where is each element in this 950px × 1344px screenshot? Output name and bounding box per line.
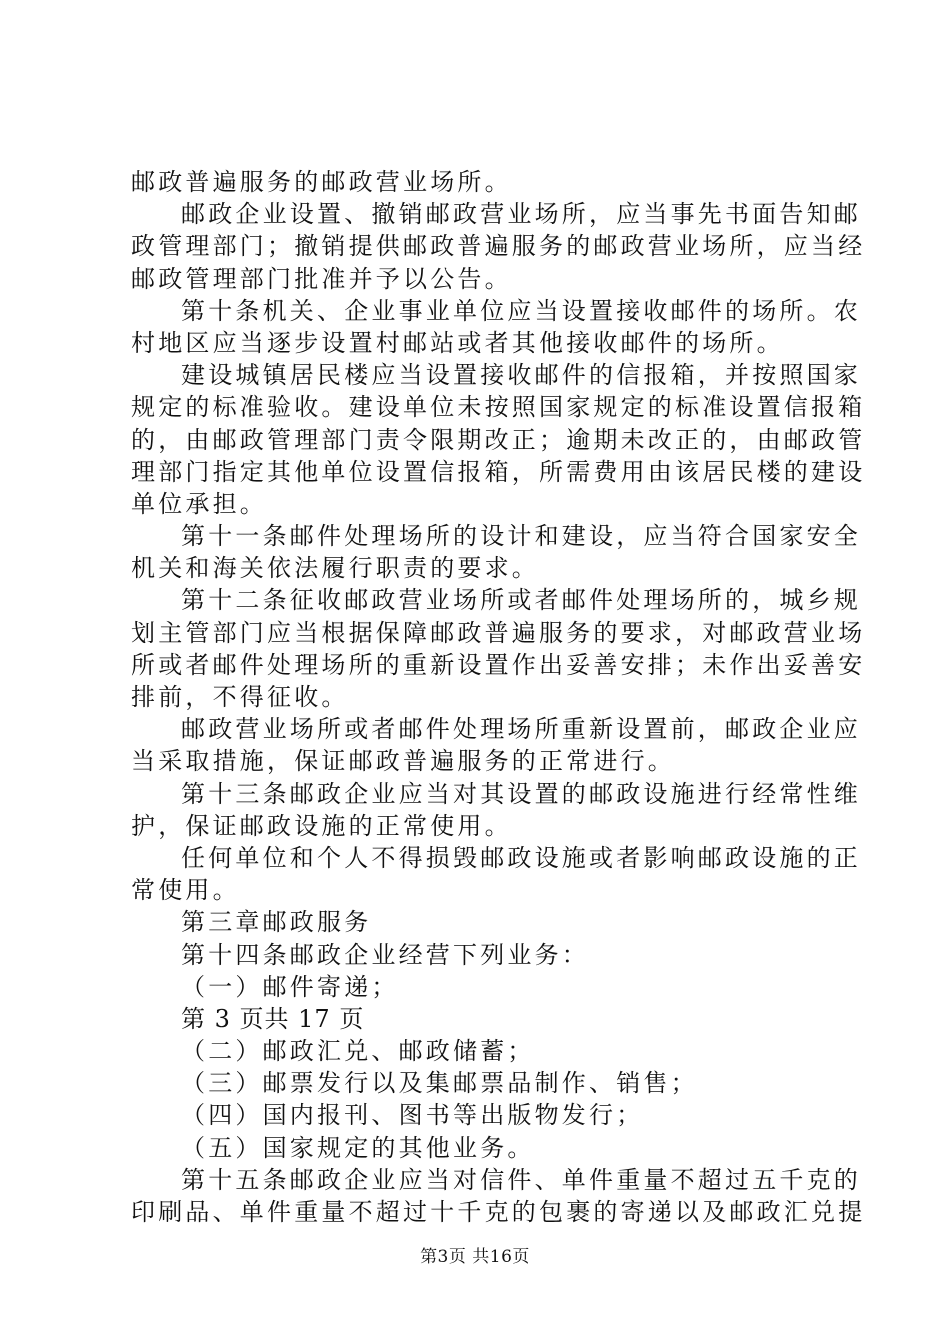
list-item: （四）国内报刊、图书等出版物发行； bbox=[181, 1101, 644, 1130]
text-line: 邮政普遍服务的邮政营业场所。 bbox=[131, 168, 512, 196]
page-footer: 第3页 共16页 bbox=[420, 1247, 530, 1267]
text-line: 第十一条邮件处理场所的设计和建设，应当符合国家安全 bbox=[181, 522, 861, 551]
text-line: 建设城镇居民楼应当设置接收邮件的信报箱，并按照国家 bbox=[181, 361, 861, 390]
text-line: 理部门指定其他单位设置信报箱，所需费用由该居民楼的建设 bbox=[131, 457, 866, 486]
text-line: 护，保证邮政设施的正常使用。 bbox=[131, 811, 512, 840]
text-line: 的，由邮政管理部门责令限期改正；逾期未改正的，由邮政管 bbox=[131, 425, 866, 454]
text-line: 第十条机关、企业事业单位应当设置接收邮件的场所。农 bbox=[181, 296, 861, 325]
text-line: 所或者邮件处理场所的重新设置作出妥善安排；未作出妥善安 bbox=[131, 650, 866, 679]
text-line: 第十三条邮政企业应当对其设置的邮政设施进行经常性维 bbox=[181, 779, 861, 808]
chapter-heading: 第三章邮政服务 bbox=[181, 908, 372, 937]
list-item: （五）国家规定的其他业务。 bbox=[181, 1133, 535, 1162]
text-line: 任何单位和个人不得损毁邮政设施或者影响邮政设施的正 bbox=[181, 843, 861, 872]
text-line: 邮政管理部门批准并予以公告。 bbox=[131, 264, 512, 293]
text-line: 第十五条邮政企业应当对信件、单件重量不超过五千克的 bbox=[181, 1165, 861, 1194]
inline-page-number: 第 3 页共 17 页 bbox=[181, 1004, 365, 1033]
text-line: 邮政企业设置、撤销邮政营业场所，应当事先书面告知邮 bbox=[181, 200, 861, 229]
text-line: 单位承担。 bbox=[131, 489, 267, 518]
text-line: 第十二条征收邮政营业场所或者邮件处理场所的，城乡规 bbox=[181, 586, 861, 615]
text-line: 排前，不得征收。 bbox=[131, 683, 349, 711]
list-item: （二）邮政汇兑、邮政储蓄； bbox=[181, 1037, 535, 1066]
text-line: 划主管部门应当根据保障邮政普遍服务的要求，对邮政营业场 bbox=[131, 618, 866, 647]
text-line: 第十四条邮政企业经营下列业务： bbox=[181, 940, 589, 969]
text-line: 规定的标准验收。建设单位未按照国家规定的标准设置信报箱 bbox=[131, 393, 866, 422]
body-text bbox=[131, 166, 866, 1228]
text-line: 村地区应当逐步设置村邮站或者其他接收邮件的场所。 bbox=[131, 328, 784, 357]
text-line: 印刷品、单件重量不超过十千克的包裹的寄递以及邮政汇兑提 bbox=[131, 1198, 866, 1226]
list-item: （三）邮票发行以及集邮票品制作、销售； bbox=[181, 1069, 698, 1098]
text-line: 邮政营业场所或者邮件处理场所重新设置前，邮政企业应 bbox=[181, 715, 861, 744]
text-line: 政管理部门；撤销提供邮政普遍服务的邮政营业场所，应当经 bbox=[131, 232, 866, 261]
list-item: （一）邮件寄递； bbox=[181, 972, 399, 1001]
text-line: 常使用。 bbox=[131, 876, 240, 905]
text-line: 机关和海关依法履行职责的要求。 bbox=[131, 554, 539, 583]
text-line: 当采取措施，保证邮政普遍服务的正常进行。 bbox=[131, 747, 675, 776]
